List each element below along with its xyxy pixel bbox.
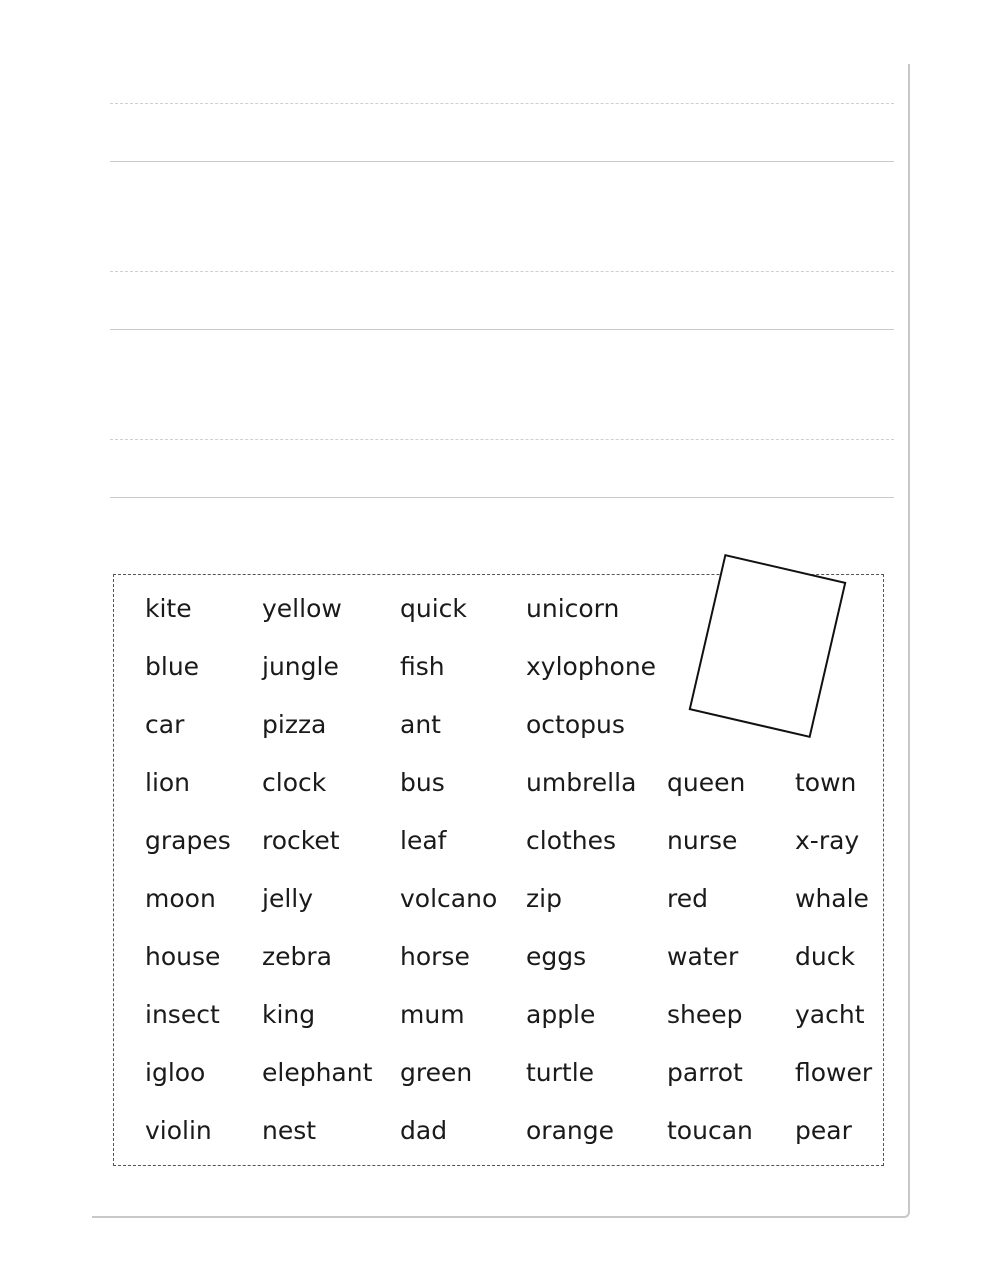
word: fish: [400, 652, 445, 681]
word: mum: [400, 1000, 465, 1029]
word: jungle: [262, 652, 339, 681]
word: yacht: [795, 1000, 865, 1029]
word: violin: [145, 1116, 212, 1145]
writing-base-line: [110, 161, 894, 162]
word: ant: [400, 710, 441, 739]
word: sheep: [667, 1000, 743, 1029]
word: kite: [145, 594, 192, 623]
word: zebra: [262, 942, 332, 971]
word: red: [667, 884, 708, 913]
word: jelly: [262, 884, 314, 913]
word: quick: [400, 594, 467, 623]
writing-guide-line: [110, 439, 894, 440]
word: queen: [667, 768, 746, 797]
word: leaf: [400, 826, 447, 855]
word: volcano: [400, 884, 498, 913]
word: toucan: [667, 1116, 753, 1145]
word: house: [145, 942, 221, 971]
word: town: [795, 768, 857, 797]
word: green: [400, 1058, 473, 1087]
word: horse: [400, 942, 470, 971]
word: octopus: [526, 710, 625, 739]
word: grapes: [145, 826, 231, 855]
writing-base-line: [110, 329, 894, 330]
word: lion: [145, 768, 191, 797]
word: whale: [795, 884, 869, 913]
word: duck: [795, 942, 855, 971]
word: king: [262, 1000, 316, 1029]
word: nest: [262, 1116, 317, 1145]
writing-base-line: [110, 497, 894, 498]
word: insect: [145, 1000, 220, 1029]
word: umbrella: [526, 768, 637, 797]
word: nurse: [667, 826, 738, 855]
word: bus: [400, 768, 445, 797]
word: eggs: [526, 942, 587, 971]
word: flower: [795, 1058, 873, 1087]
word: pizza: [262, 710, 327, 739]
writing-guide-line: [110, 271, 894, 272]
word: moon: [145, 884, 216, 913]
word: yellow: [262, 594, 342, 623]
word: dad: [400, 1116, 448, 1145]
word: turtle: [526, 1058, 595, 1087]
word: elephant: [262, 1058, 373, 1087]
word: parrot: [667, 1058, 743, 1087]
word: apple: [526, 1000, 596, 1029]
writing-guide-line: [110, 103, 894, 104]
word: unicorn: [526, 594, 620, 623]
word: orange: [526, 1116, 614, 1145]
word: xylophone: [526, 652, 657, 681]
word: pear: [795, 1116, 852, 1145]
word: clothes: [526, 826, 617, 855]
word: car: [145, 710, 185, 739]
word: water: [667, 942, 739, 971]
word: rocket: [262, 826, 340, 855]
word: blue: [145, 652, 200, 681]
word: igloo: [145, 1058, 206, 1087]
word: zip: [526, 884, 562, 913]
word: x-ray: [795, 826, 860, 855]
word: clock: [262, 768, 327, 797]
